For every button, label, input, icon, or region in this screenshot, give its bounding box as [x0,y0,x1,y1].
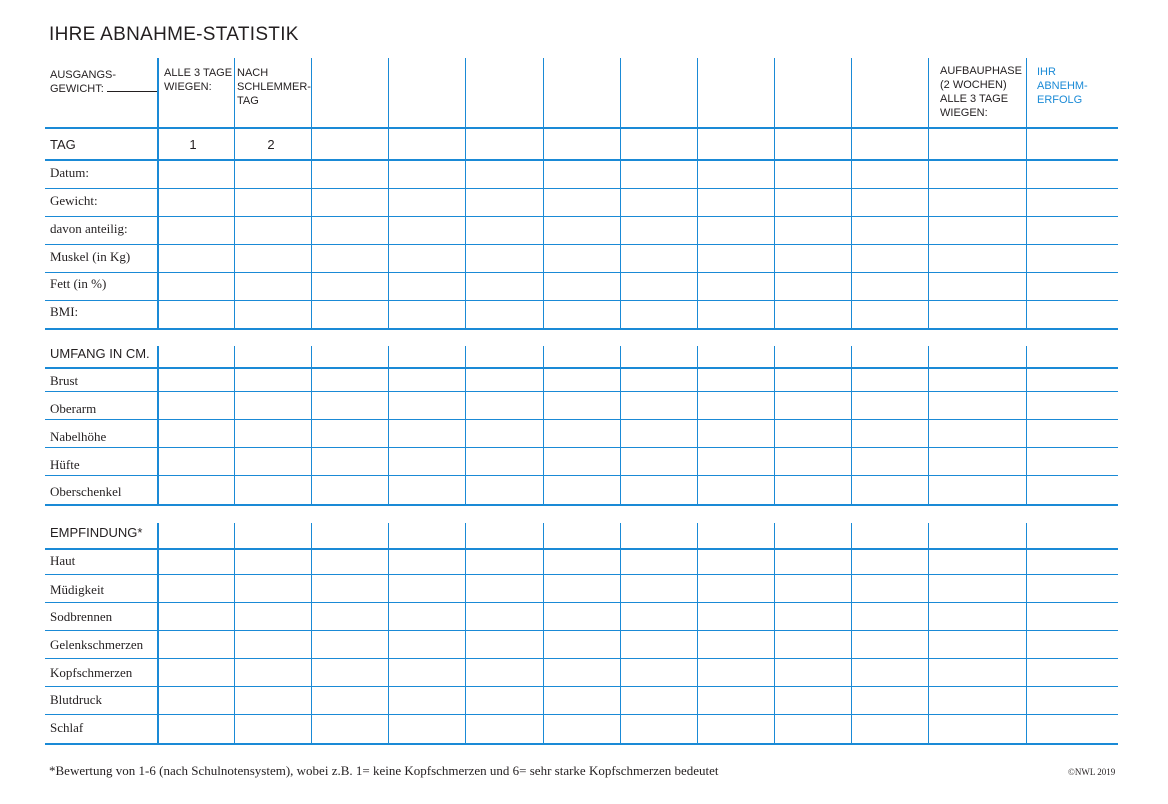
grid-line-s2-bottom [45,504,1118,506]
grid-col-s1-8 [774,58,775,329]
grid-line-s3-bottom [45,743,1118,745]
section-circumference-label: UMFANG IN CM. [50,346,150,361]
grid-col-s1-11 [1026,58,1027,329]
grid-col-s2-10 [928,346,929,505]
grid-col-s3-5 [543,523,544,744]
grid-line-s3-row-5 [45,714,1118,715]
row-label-muscle: Muskel (in Kg) [50,249,131,264]
grid-col-s1-0 [157,58,159,329]
grid-col-s2-9 [851,346,852,505]
grid-col-s3-11 [1026,523,1027,744]
grid-line-s1-row-4 [45,300,1118,301]
row-label-hip: Hüfte [50,457,80,472]
grid-line-s1-row-0 [45,188,1118,189]
grid-col-s2-3 [388,346,389,505]
grid-line-s1-row-3 [45,272,1118,273]
grid-col-s1-2 [311,58,312,329]
page-title: IHRE ABNAHME-STATISTIK [49,24,299,45]
grid-col-s1-3 [388,58,389,329]
after-feast-day-label: NACH SCHLEMMER- TAG [237,67,311,107]
grid-col-s3-0 [157,523,159,744]
grid-line-s3-row-3 [45,658,1118,659]
day-1-number: 1 [189,137,197,152]
grid-col-s1-5 [543,58,544,329]
grid-col-s3-10 [928,523,929,744]
start-weight-label: AUSGANGS- GEWICHT: [50,68,157,96]
copyright: ©NWL 2019 [1068,767,1116,777]
grid-col-s1-9 [851,58,852,329]
weight-loss-result-label: IHR ABNEHM- ERFOLG [1037,66,1088,106]
grid-col-s3-3 [388,523,389,744]
grid-col-s3-7 [697,523,698,744]
row-label-heartburn: Sodbrennen [50,609,113,624]
grid-col-s3-6 [620,523,621,744]
grid-col-s2-8 [774,346,775,505]
grid-line-s1-row-2 [45,244,1118,245]
row-label-upper-arm: Oberarm [50,401,97,416]
grid-line-s2-row-3 [45,475,1118,476]
grid-col-s2-1 [234,346,235,505]
grid-line-s3-row-1 [45,602,1118,603]
grid-col-s1-1 [234,58,235,329]
row-label-blood-pressure: Blutdruck [50,692,102,707]
grid-col-s2-4 [465,346,466,505]
grid-line-s2-row-2 [45,447,1118,448]
grid-line-s1-row-1 [45,216,1118,217]
grid-col-s2-2 [311,346,312,505]
row-label-proportion: davon anteilig: [50,221,128,236]
grid-col-s1-4 [465,58,466,329]
row-label-headache: Kopfschmerzen [50,665,133,680]
grid-col-s2-6 [620,346,621,505]
row-label-bmi: BMI: [50,304,79,319]
grid-line-header-bottom [45,127,1118,129]
grid-col-s3-1 [234,523,235,744]
row-label-weight: Gewicht: [50,193,98,208]
grid-col-s2-5 [543,346,544,505]
grid-line-s3-row-4 [45,686,1118,687]
grid-line-day-bottom [45,159,1118,161]
grid-col-s2-7 [697,346,698,505]
grid-line-s2-header-bottom [45,367,1118,369]
weigh-every-3-days-label: ALLE 3 TAGE WIEGEN: [164,67,233,93]
section-feeling-label: EMPFINDUNG* [50,525,143,540]
start-weight-blank[interactable] [107,82,157,92]
grid-col-s1-6 [620,58,621,329]
row-label-chest: Brust [50,373,79,388]
grid-line-s3-row-2 [45,630,1118,631]
grid-col-s2-11 [1026,346,1027,505]
grid-col-s3-4 [465,523,466,744]
grid-line-s3-row-0 [45,574,1118,575]
row-label-fatigue: Müdigkeit [50,582,105,597]
row-label-sleep: Schlaf [50,720,84,735]
grid-line-s2-row-0 [45,391,1118,392]
grid-col-s1-10 [928,58,929,329]
grid-col-s3-2 [311,523,312,744]
day-2-number: 2 [267,137,275,152]
day-label: TAG [50,137,76,152]
row-label-skin: Haut [50,553,76,568]
grid-col-s3-8 [774,523,775,744]
grid-line-s3-header-bottom [45,548,1118,550]
row-label-navel-height: Nabelhöhe [50,429,107,444]
footnote: *Bewertung von 1-6 (nach Schulnotensystem), wobei z.B. 1= keine Kopfschmerzen und 6= sehr starke Kopfschmerzen bedeutet [49,763,719,778]
grid-col-s2-0 [157,346,159,505]
grid-line-s1-bottom [45,328,1118,330]
grid-col-s1-7 [697,58,698,329]
build-up-phase-label: AUFBAUPHASE (2 WOCHEN) ALLE 3 TAGE WIEGEN: [940,65,1022,119]
row-label-fat: Fett (in %) [50,276,107,291]
grid-line-s2-row-1 [45,419,1118,420]
row-label-date: Datum: [50,165,89,180]
grid-col-s3-9 [851,523,852,744]
row-label-joint-pain: Gelenkschmerzen [50,637,144,652]
row-label-thigh: Oberschenkel [50,484,122,499]
